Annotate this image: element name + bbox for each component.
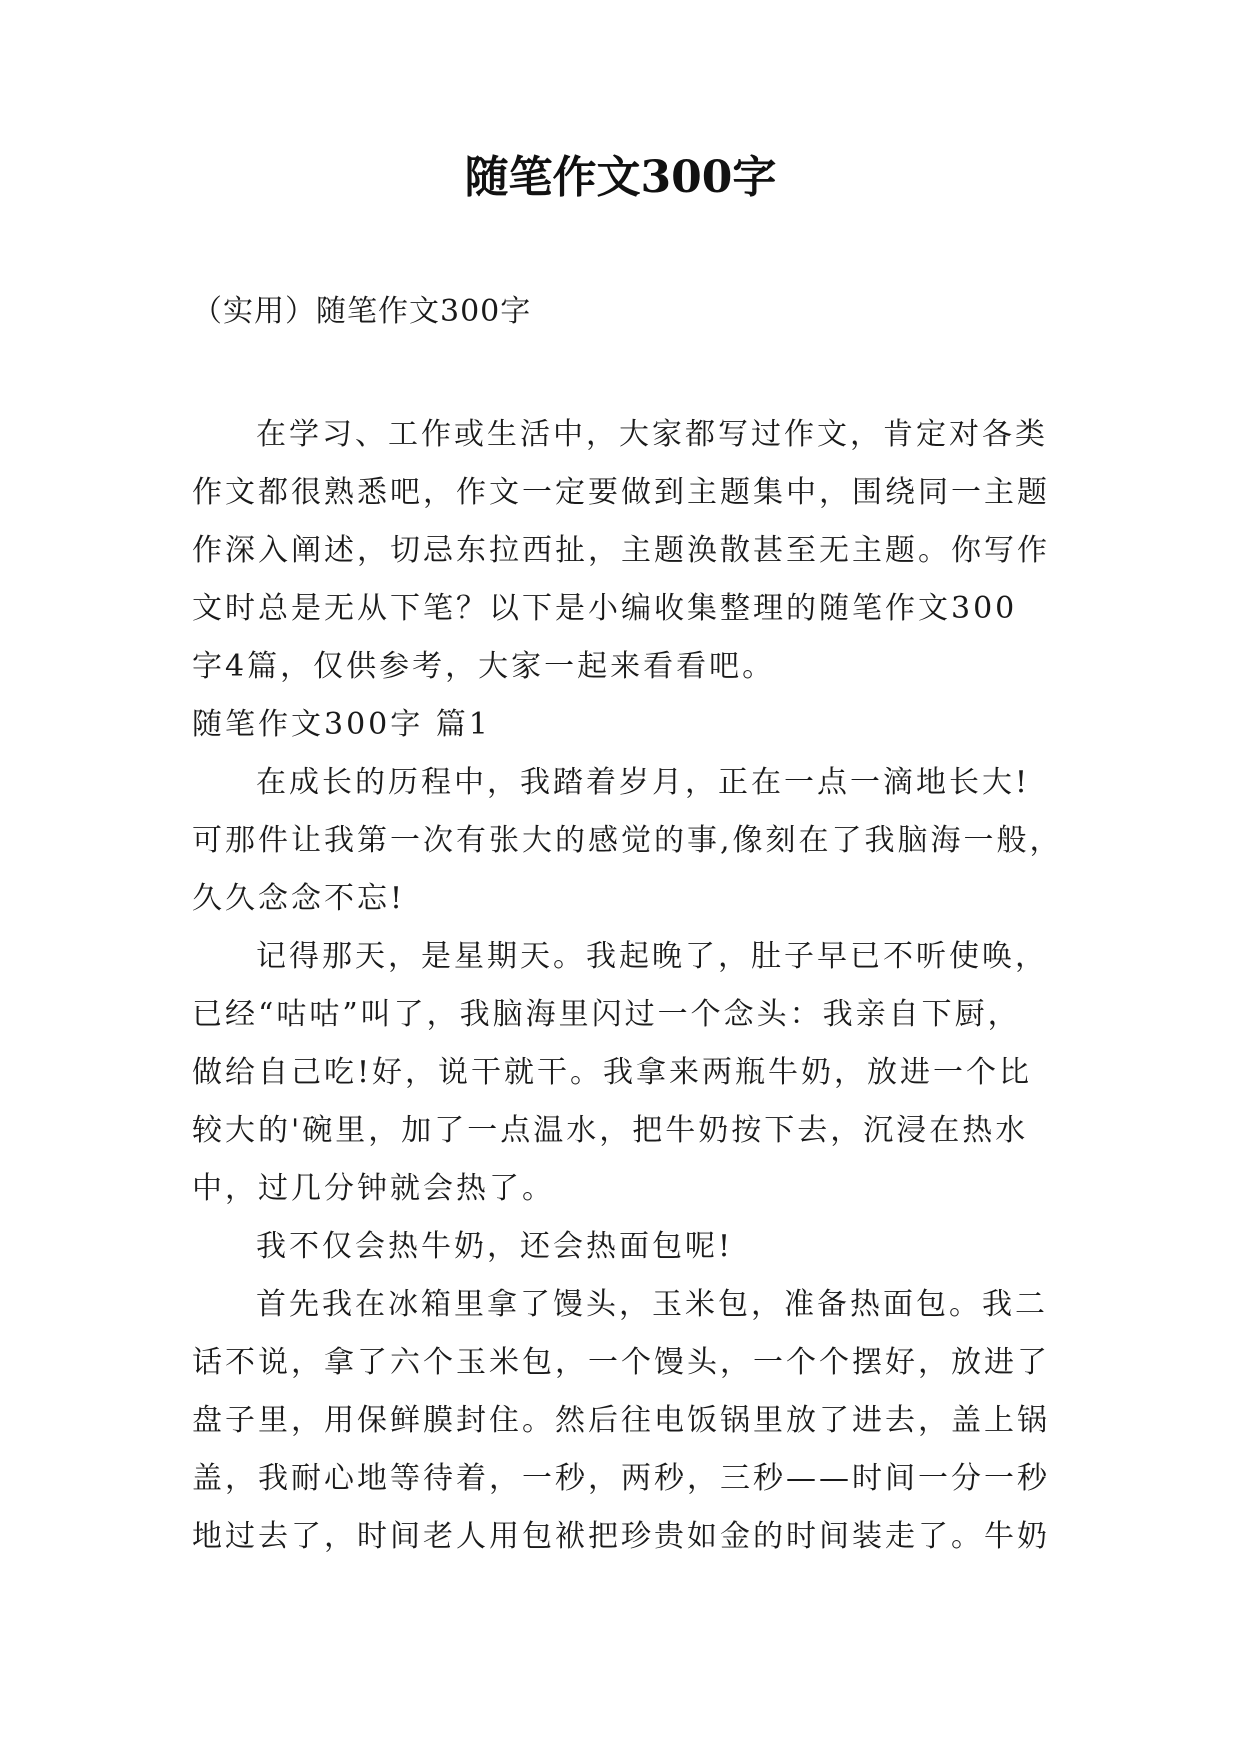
text-line: 文时总是无从下笔？以下是小编收集整理的随笔作文300 [192,591,1018,626]
text-line: 随笔作文300字 篇1 [192,707,491,742]
text-line: 中，过几分钟就会热了。 [192,1171,555,1206]
text-line: 盖，我耐心地等待着，一秒，两秒，三秒——时间一分一秒 [192,1461,1050,1496]
text-line: 较大的'碗里，加了一点温水，把牛奶按下去，沉浸在热水 [192,1113,1029,1148]
text-line: 已经“咕咕”叫了，我脑海里闪过一个念头：我亲自下厨， [192,997,1021,1032]
text-line: 首先我在冰箱里拿了馒头，玉米包，准备热面包。我二 [256,1287,1048,1322]
text-line: 在学习、工作或生活中，大家都写过作文，肯定对各类 [256,417,1048,452]
text-line: 在成长的历程中，我踏着岁月，正在一点一滴地长大! [256,765,1031,800]
text-line: 做给自己吃!好，说干就干。我拿来两瓶牛奶，放进一个比 [192,1055,1033,1090]
text-line: 我不仅会热牛奶，还会热面包呢! [256,1229,734,1264]
text-line: 作文都很熟悉吧，作文一定要做到主题集中，围绕同一主题 [192,475,1050,510]
text-line: 话不说，拿了六个玉米包，一个馒头，一个个摆好，放进了 [192,1345,1050,1380]
document-subtitle: （实用）随笔作文300字 [192,294,532,329]
text-line: 久久念念不忘! [192,881,406,916]
text-line: 地过去了，时间老人用包袱把珍贵如金的时间装走了。牛奶 [192,1519,1050,1554]
text-line: 盘子里，用保鲜膜封住。然后往电饭锅里放了进去，盖上锅 [192,1403,1050,1438]
text-line: 可那件让我第一次有张大的感觉的事,像刻在了我脑海一般， [192,823,1063,858]
text-line: 作深入阐述，切忌东拉西扯，主题涣散甚至无主题。你写作 [192,533,1050,568]
text-line: 字4篇，仅供参考，大家一起来看看吧。 [192,649,776,684]
document-title: 随笔作文300字 [464,152,777,203]
document-body [192,406,1063,1566]
text-line: 记得那天，是星期天。我起晚了，肚子早已不听使唤， [256,939,1048,974]
